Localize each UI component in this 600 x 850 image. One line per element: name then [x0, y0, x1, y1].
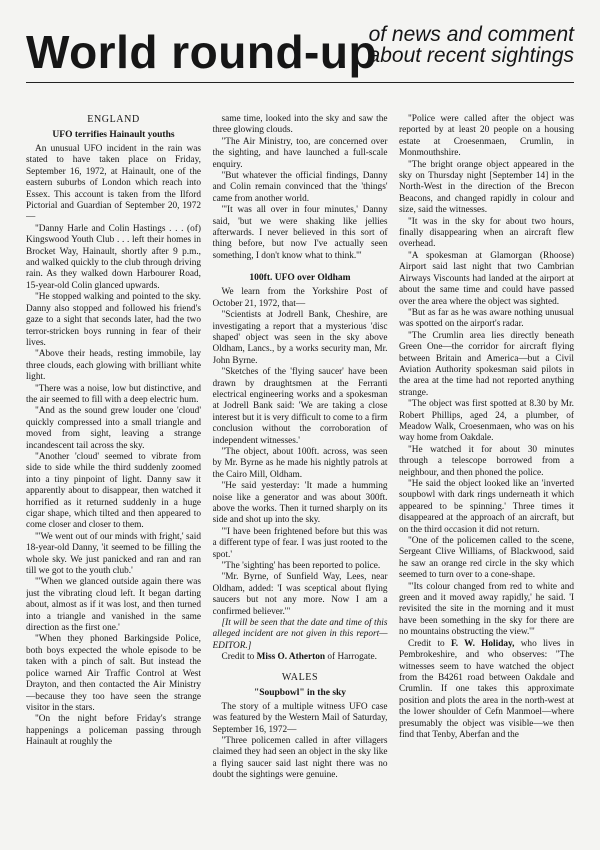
paragraph: "'I have been frightened before but this was a different type of fear. I was just rooted to the spot.' — [212, 526, 388, 560]
credit-atherton: Credit to Miss O. Atherton of Harrogate. — [221, 652, 377, 663]
paragraph: "'Its colour changed from red to white and green and it moved away rapidly,' he said. 'I revisited the site in the morning and it must have been something in the sky for there are no mountains obstructing the view.'" — [399, 581, 574, 638]
paragraph: We learn from the Yorkshire Post of October 21, 1972, that— — [212, 287, 388, 309]
paragraph: "There was a noise, low but distinctive, and the air seemed to fill with a deep electric hum. — [26, 383, 201, 405]
story-soupbowl-continued — [399, 114, 574, 639]
column-3 — [399, 114, 574, 819]
paragraph: "It was in the sky for about two hours, finally disappearing when an aircraft flew overhead. — [399, 216, 574, 250]
editor-note: [It will be seen that the date and time of this alleged incident are not given in this report—EDITOR.] — [212, 618, 388, 651]
paragraph: "He stopped walking and pointed to the sky. Danny also stopped and followed his friend's gaze to a sight that seconds later, had the two terror-stricken boys running in fear of their lives. — [26, 292, 201, 348]
paragraph: "'We went out of our minds with fright,' said 18-year-old Danny, 'it seemed to be filling the whole sky. We just panicked and ran and ran till we got to the youth club.' — [26, 531, 201, 577]
paragraph: "Sketches of the 'flying saucer' have been drawn by draughtsmen at the Ferranti electrical engineering works and a spokesman at Jodrell Bank said: 'We are taking a close interest but it is very difficult to come to a firm conclusion without the corroboration of independent witnesses.' — [212, 367, 388, 446]
region-heading-wales: WALES — [281, 671, 319, 683]
paragraph: "He said yesterday: 'It made a humming noise like a generator and was about 300ft. above the works. Then it turned sharply on its side and shot up into the sky. — [212, 481, 388, 526]
paragraph: "The bright orange object appeared in the sky on Thursday night [September 14] in the North-West in the direction of the Brecon Beacons, and changed rapidly in colour and size, said the witnesses. — [399, 159, 574, 216]
paragraph: "He said the object looked like an 'inverted soupbowl with dark rings underneath it which appeared to be spinning.' Three times it disappeared at the approach of an aircraft, but on the third occasion it did not return. — [399, 479, 574, 535]
paragraph: "One of the policemen called to the scene, Sergeant Clive Williams, of Blackwood, said he saw an orange red circle in the sky which seemed to turn over to a cone-shape. — [399, 536, 574, 581]
paragraph: "On the night before Friday's strange happenings a policeman passing through Hainault at roughly the — [26, 714, 201, 748]
subtitle-line-1: of news and comment — [368, 23, 574, 46]
paragraph: "The object, about 100ft. across, was seen by Mr. Byrne as he made his nightly patrols at the Cairo Mill, Oldham. — [212, 446, 388, 480]
page-title: World round-up — [26, 26, 378, 78]
column-2 — [213, 114, 388, 819]
paragraph: "The 'sighting' has been reported to police. — [221, 561, 381, 572]
column-1 — [26, 114, 201, 819]
article-columns — [26, 114, 574, 819]
paragraph: "Police were called after the object was reported by at least 20 people on a housing estate at Croesenmaen, Crumlin, in Monmouthshire. — [399, 114, 574, 159]
paragraph: The story of a multiple witness UFO case was featured by the Western Mail of Saturday, September 16, 1972— — [212, 701, 388, 735]
page-subtitle — [369, 24, 574, 66]
paragraph: "And as the sound grew louder one 'cloud' quickly compressed into a small triangle and moved from sight, leaving a strange incandescent tail across the sky. — [26, 406, 201, 451]
paragraph: "The Air Ministry, too, are concerned over the sighting, and have launched a full-scale enquiry. — [212, 136, 388, 170]
masthead — [26, 22, 574, 114]
paragraph: "Mr. Byrne, of Sunfield Way, Lees, near Oldham, added: 'I was sceptical about flying saucers but not any more. Now I am a confirmed believer.'" — [212, 572, 388, 617]
paragraph: "But as far as he was aware nothing unusual was spotted on the airport's radar. — [399, 307, 574, 330]
region-heading-england: ENGLAND — [87, 114, 140, 125]
paragraph: "'It was all over in four minutes,' Danny said, 'but we were shaking like jellies afterwards. I never believed in this sort of thing before, but now I've actually seen something, I don't know what to think.'" — [212, 205, 388, 261]
paragraph: "Danny Harle and Colin Hastings . . . (of) Kingswood Youth Club . . . left their homes in Brocket Way, Hainault, shortly after 9 p.m., and walked quickly to the club through driving rain. As they walked down Harbourer Road, 15-year-old Colin glanced upwards. — [26, 223, 201, 291]
paragraph: "When they phoned Barkingside Police, both boys expected the whole episode to be taken with a pinch of salt. But instead the police warned Air Traffic Control at West Drayton, and then contacted the Air Ministry—because they too have seen the strange visitor in the stars. — [26, 634, 201, 713]
story-hainault-continued — [213, 114, 388, 262]
paragraph: "Another 'cloud' seemed to vibrate from side to side while the third suddenly zoomed into a tiny pinpoint of light. Danny saw it apparently about to disappear, then watched it horrified as it returned suddenly in a huge cigar shape, which tilted and then appeared to come closer and closer to them. — [26, 451, 201, 531]
story-heading-oldham: 100ft. UFO over Oldham — [249, 273, 351, 284]
paragraph: "But whatever the official findings, Danny and Colin remain convinced that the 'things' came from another world. — [212, 171, 388, 204]
story-heading-hainault: UFO terrifies Hainault youths — [52, 130, 175, 140]
story-oldham-body — [213, 287, 388, 618]
paragraph: same time, looked into the sky and saw the three glowing clouds. — [212, 114, 388, 136]
paragraph: "A spokesman at Glamorgan (Rhoose) Airport said last night that two Cambrian Airways Viscounts had landed at the airport at about the same time and could have passed over the area where the object was sighted. — [399, 250, 574, 307]
credit-holiday: Credit to F. W. Holiday, who lives in Pembrokeshire, and who observes: "The witnesses seem to have watched the object from the B4261 road between Oakdale and Crumlin. If one takes this approximate position and plots the area in the north-west at the lower shoulder of Cefn Manmoel—where presumably the object was visible—we then find that Tenby, Aberfan and the — [399, 638, 574, 740]
paragraph: An unusual UFO incident in the rain was stated to have taken place on Friday, September 16, 1972, at Hainault, one of the eastern suburbs of London which reach into Essex. This account is taken from the Ilford Pictorial and Guardian of September 20, 1972— — [26, 144, 201, 223]
story-soupbowl-body — [213, 702, 388, 782]
paragraph: "He watched it for about 30 minutes through a telescope borrowed from a neighbour, and then phoned the police. — [399, 444, 574, 478]
paragraph: "Scientists at Jodrell Bank, Cheshire, are investigating a report that a mysterious 'disc shaped' object was seen in the sky above Oldham, Lancs., by a works security man, Mr. John Byrne. — [212, 310, 388, 366]
subtitle-line-2: about recent sightings — [368, 44, 574, 67]
paragraph: "The Crumlin area lies directly beneath Green One—the corridor for aircraft flying between Britain and America—but a Civil Aviation Authority spokesman said pilots in the area at the time had not reported anything strange. — [399, 330, 574, 398]
story-heading-soupbowl: "Soupbowl" in the sky — [253, 687, 347, 698]
title-rule — [26, 82, 574, 83]
paragraph: "The object was first spotted at 8.30 by Mr. Robert Phillips, aged 24, a plumber, of Meadow Walk, Croesenmaen, who was on his way home from Oakdale. — [399, 399, 574, 444]
story-hainault-body — [26, 144, 201, 749]
paragraph: "Three policemen called in after villagers claimed they had seen an object in the sky like a flying saucer said last night there was no doubt the sightings were genuine. — [212, 735, 388, 781]
paragraph: "Above their heads, resting immobile, lay three clouds, each glowing with brilliant white light. — [26, 349, 201, 383]
paragraph: "'When we glanced outside again there was just the vibrating cloud left. It began darting about, almost as if it was lost, and then turned into a triangle and vanished in the same direction as the first one.' — [26, 577, 201, 634]
